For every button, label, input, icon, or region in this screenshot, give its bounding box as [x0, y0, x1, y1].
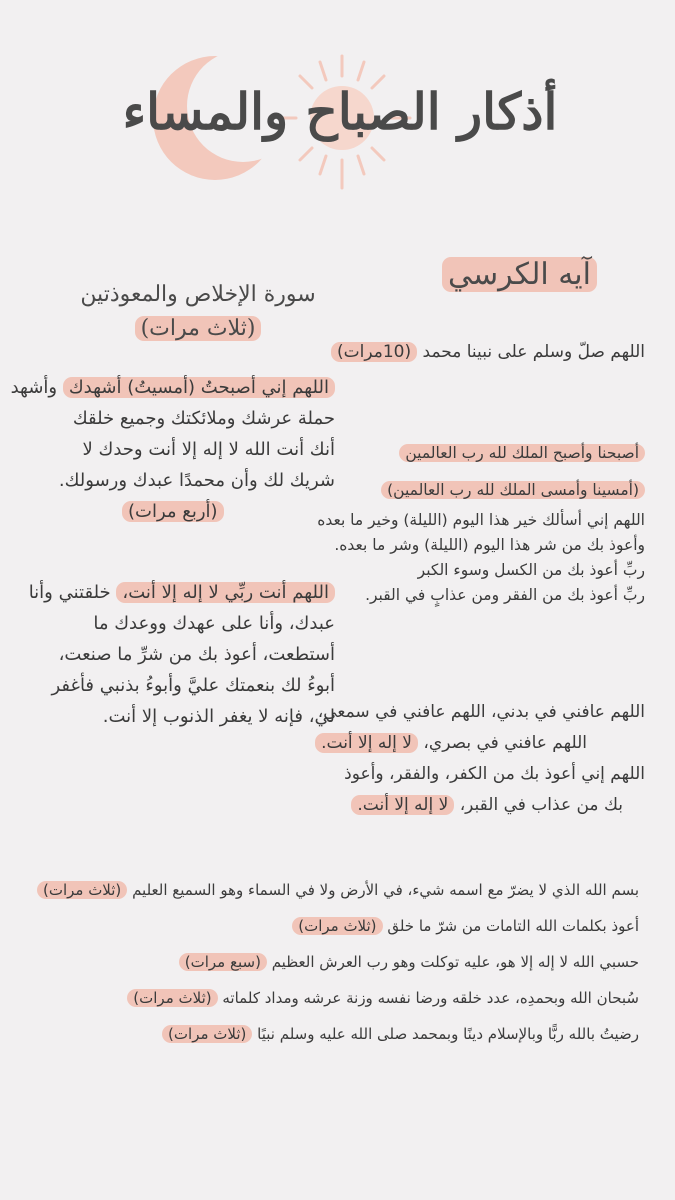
text-line: اللهم إني أسألك خير هذا اليوم (الليلة) وخير ما بعده: [317, 511, 645, 529]
left-block-1: [11, 372, 335, 527]
list-item-text: رضيتُ بالله ربًّا وبالإسلام دينًا وبمحمد صلى الله عليه وسلم نبيًا: [257, 1025, 639, 1043]
list-item-text: بسم الله الذي لا يضرّ مع اسمه شيء، في الأرض ولا في السماء وهو السميع العليم: [132, 881, 639, 899]
text-line: أستطعت، أعوذ بك من شرِّ ما صنعت،: [58, 644, 335, 665]
text-line: ربِّ أعوذ بك من الفقر ومن عذابٍ في القبر.: [365, 586, 645, 604]
text-line: حملة عرشك وملائكتك وجميع خلقك: [72, 408, 335, 429]
text-line: وأعوذ بك من شر هذا اليوم (الليلة) وشر ما بعده.: [334, 536, 645, 554]
salawat-line: [331, 340, 645, 365]
list-item-text: أعوذ بكلمات الله التامات من شرّ ما خلق: [387, 917, 639, 935]
evening-text: (أمسينا وأمسى الملك لله رب العالمين): [381, 481, 645, 499]
text-line: اللهم عافني في بدني، اللهم عافني في سمعي،: [317, 702, 645, 722]
ayat-kursi-heading: [442, 257, 597, 292]
text-line: عبدك، وأنا على عهدك ووعدك ما: [93, 613, 335, 634]
list-item-count: (سبع مرات): [179, 953, 267, 971]
left-block-1-lead: اللهم إني أصبحتُ (أمسيتُ) أشهدك: [63, 377, 335, 398]
text-line: أبوءُ لك بنعمتك عليَّ وأبوءُ بذنبي فأغفر: [51, 675, 335, 696]
ayat-kursi-label: آيه الكرسي: [442, 257, 597, 292]
text-line: شريك لك وأن محمدًا عبدك ورسولك.: [58, 470, 335, 491]
list-item-text: حسبي الله لا إله إلا هو، عليه توكلت وهو رب العرش العظيم: [271, 953, 639, 971]
text-fragment: خلقتني وأنا: [28, 582, 111, 603]
text-fragment: بك من عذاب في القبر،: [459, 795, 623, 815]
left-block-2: [29, 577, 335, 732]
salawat-text: اللهم صلّ وسلم على نبينا محمد: [422, 342, 645, 362]
list-item: [37, 944, 639, 980]
morning-line: [399, 441, 645, 466]
tahlil-highlight: لا إله إلا أنت.: [351, 795, 454, 815]
ikhlas-title: سورة الإخلاص والمعوذتين: [80, 282, 316, 307]
list-item-text: سُبحان الله وبحمدِه، عدد خلقه ورضا نفسه وزنة عرشه ومداد كلماته: [222, 989, 639, 1007]
morning-text: أصبحنا وأصبح الملك لله رب العالمين: [399, 444, 645, 462]
text-line: [315, 790, 645, 821]
text-line: ربِّ أعوذ بك من الكسل وسوء الكبر: [417, 561, 645, 579]
salawat-count: (10مرات): [331, 342, 417, 362]
right-block-1: [317, 508, 645, 608]
ikhlas-count: (ثلاث مرات): [135, 316, 262, 341]
text-fragment: اللهم عافني في بصري،: [423, 733, 587, 753]
ikhlas-heading: [53, 278, 343, 346]
right-block-2: [315, 697, 645, 821]
tahlil-highlight: لا إله إلا أنت.: [315, 733, 418, 753]
text-fragment: وأشهد: [10, 377, 58, 398]
list-item-count: (ثلاث مرات): [162, 1025, 252, 1043]
list-item: [37, 908, 639, 944]
list-item: [37, 1016, 639, 1052]
bottom-list: [37, 872, 639, 1052]
list-item-count: (ثلاث مرات): [127, 989, 217, 1007]
list-item: [37, 980, 639, 1016]
list-item: [37, 872, 639, 908]
text-line: لي، فإنه لا يغفر الذنوب إلا أنت.: [102, 706, 335, 727]
text-line: أنك أنت الله لا إله إلا أنت وحدك لا: [82, 439, 335, 460]
list-item-count: (ثلاث مرات): [37, 881, 127, 899]
text-line: [315, 728, 645, 759]
left-block-1-count: (أربع مرات): [122, 501, 224, 522]
page-title: أذكار الصباح والمساء: [122, 82, 558, 141]
left-block-2-lead: اللهم أنت ربِّي لا إله إلا أنت،: [116, 582, 335, 603]
text-line: اللهم إني أعوذ بك من الكفر، والفقر، وأعوذ: [344, 764, 645, 784]
evening-line: [381, 478, 645, 503]
list-item-count: (ثلاث مرات): [292, 917, 382, 935]
